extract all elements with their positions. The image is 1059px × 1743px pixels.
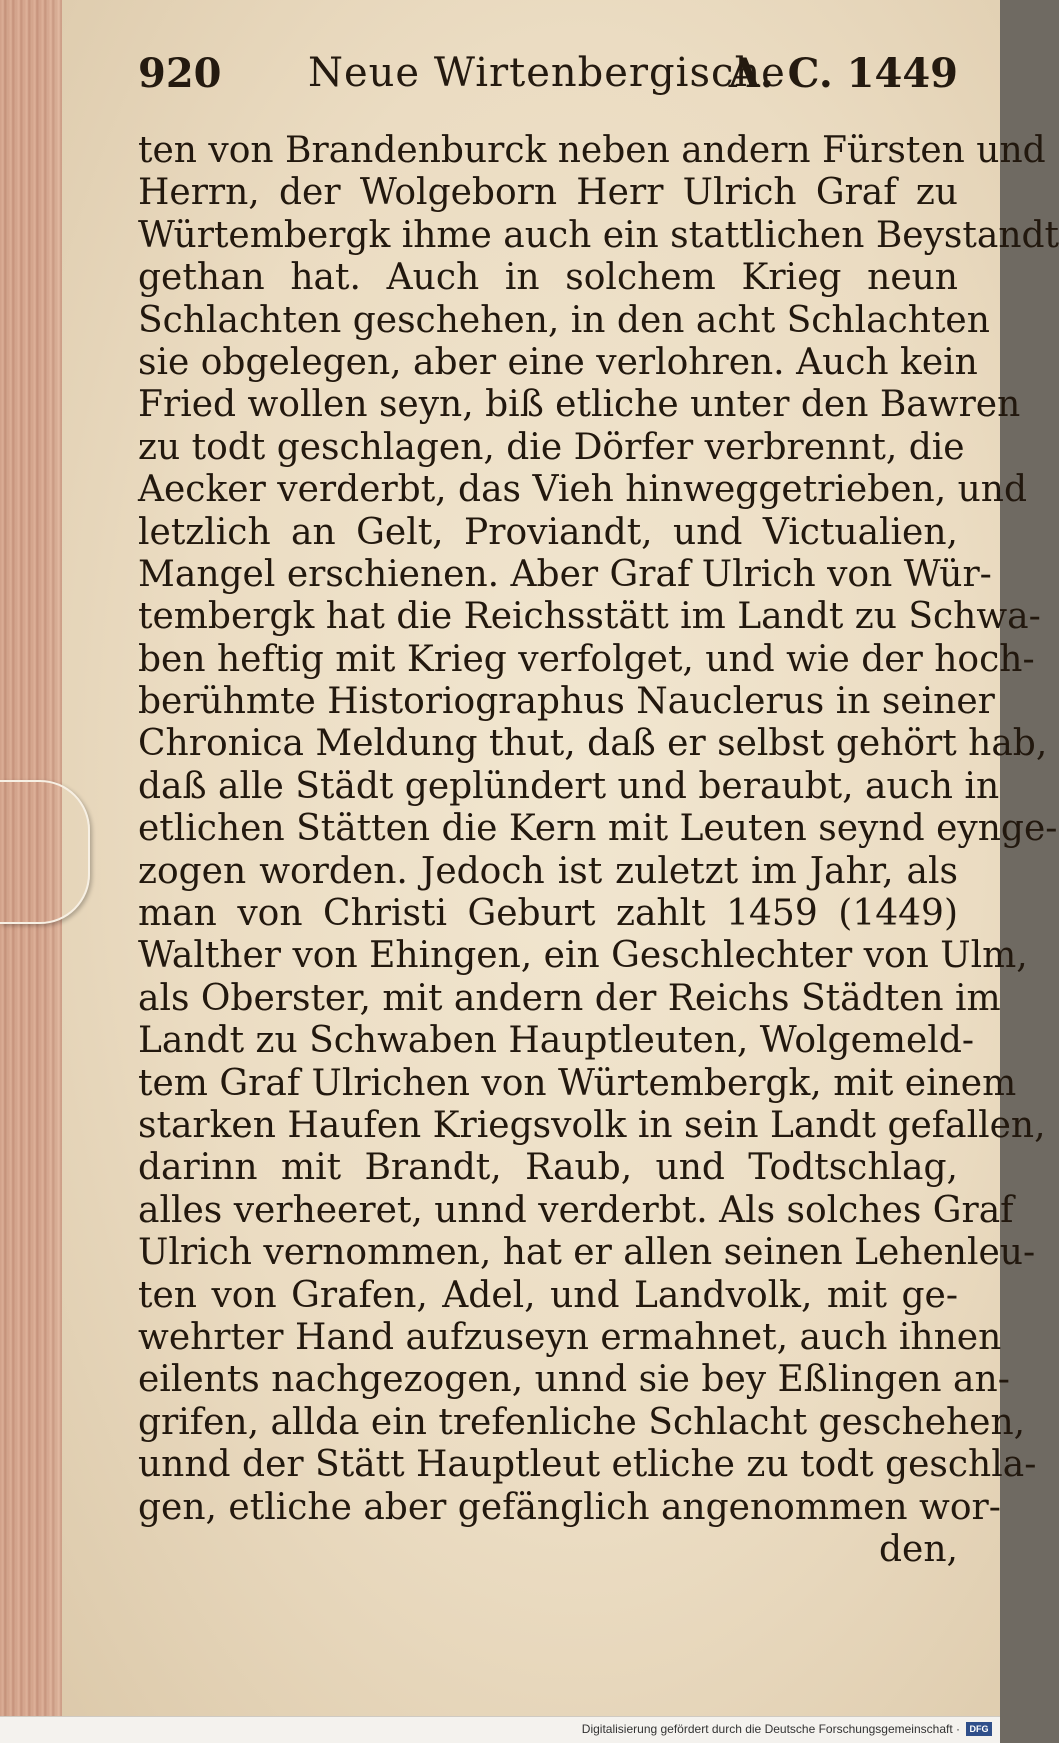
text-line: man von Christi Geburt zahlt 1459 (1449) <box>138 893 958 935</box>
page-number: 920 <box>138 50 222 97</box>
text-line: sie obgelegen, aber eine verlohren. Auch kein <box>138 341 978 383</box>
text-line: darinn mit Brandt, Raub, und Todtschlag, <box>138 1147 958 1189</box>
catchword: den, <box>879 1528 958 1570</box>
text-line: tembergk hat die Reichsstätt im Landt zu Schwa- <box>138 596 1041 638</box>
text-line: gen, etliche aber gefänglich angenommen wor- <box>138 1486 1001 1528</box>
bookmark-tab <box>0 780 90 924</box>
text-line: Chronica Meldung thut, daß er selbst gehört hab, <box>138 723 1048 765</box>
text-line: alles verheeret, unnd verderbt. Als solches Graf <box>138 1189 1014 1231</box>
text-line: Schlachten geschehen, in den acht Schlachten <box>138 299 990 341</box>
running-header <box>138 50 958 120</box>
text-line: Ulrich vernommen, hat er allen seinen Lehenleu- <box>138 1232 1036 1274</box>
text-line: Würtembergk ihme auch ein stattlichen Beystandt <box>138 214 1059 256</box>
text-line: Mangel erschienen. Aber Graf Ulrich von Wür- <box>138 553 992 595</box>
text-line: zu todt geschlagen, die Dörfer verbrennt, die <box>138 426 965 468</box>
text-line: gethan hat. Auch in solchem Krieg neun <box>138 257 958 299</box>
footer-bar <box>0 1716 1000 1743</box>
text-line: Landt zu Schwaben Hauptleuten, Wolgemeld- <box>138 1020 975 1062</box>
body-text <box>138 130 1059 1571</box>
text-line: grifen, allda ein trefenliche Schlacht geschehen, <box>138 1401 1026 1443</box>
text-line: letzlich an Gelt, Proviandt, und Victualien, <box>138 511 958 553</box>
text-line: ben heftig mit Krieg verfolget, und wie der hoch- <box>138 638 1035 680</box>
text-line: zogen worden. Jedoch ist zuletzt im Jahr, als <box>138 850 958 892</box>
text-line: Fried wollen seyn, biß etliche unter den Bawren <box>138 384 1021 426</box>
text-line: ten von Grafen, Adel, und Landvolk, mit ge- <box>138 1274 958 1316</box>
text-line: daß alle Städt geplündert und beraubt, auch in <box>138 765 1000 807</box>
dfg-logo: DFG <box>966 1722 992 1736</box>
text-line: unnd der Stätt Hauptleut etliche zu todt geschla- <box>138 1444 1037 1486</box>
text-line: etlichen Stätten die Kern mit Leuten seynd eynge- <box>138 808 1058 850</box>
text-line: Aecker verderbt, das Vieh hinweggetrieben, und <box>138 469 1028 511</box>
text-line: tem Graf Ulrichen von Würtembergk, mit einem <box>138 1062 1017 1104</box>
text-line: ten von Brandenburck neben andern Fürsten und <box>138 130 1046 171</box>
text-line: Walther von Ehingen, ein Geschlechter von Ulm, <box>138 935 1028 977</box>
year-marker: A. C. 1449 <box>728 50 958 97</box>
text-line: als Oberster, mit andern der Reichs Städten im <box>138 977 1001 1019</box>
text-line: wehrter Hand aufzuseyn ermahnet, auch ihnen <box>138 1316 1002 1358</box>
text-line: eilents nachgezogen, unnd sie bey Eßlingen an- <box>138 1359 1010 1401</box>
text-line: starken Haufen Kriegsvolk in sein Landt gefallen, <box>138 1104 1046 1146</box>
running-title: Neue Wirtenbergische <box>308 50 786 96</box>
funding-notice: Digitalisierung gefördert durch die Deutsche Forschungsgemeinschaft · <box>581 1722 960 1736</box>
text-line: berühmte Historiographus Nauclerus in seiner <box>138 681 995 723</box>
text-line: Herrn, der Wolgeborn Herr Ulrich Graf zu <box>138 172 958 214</box>
